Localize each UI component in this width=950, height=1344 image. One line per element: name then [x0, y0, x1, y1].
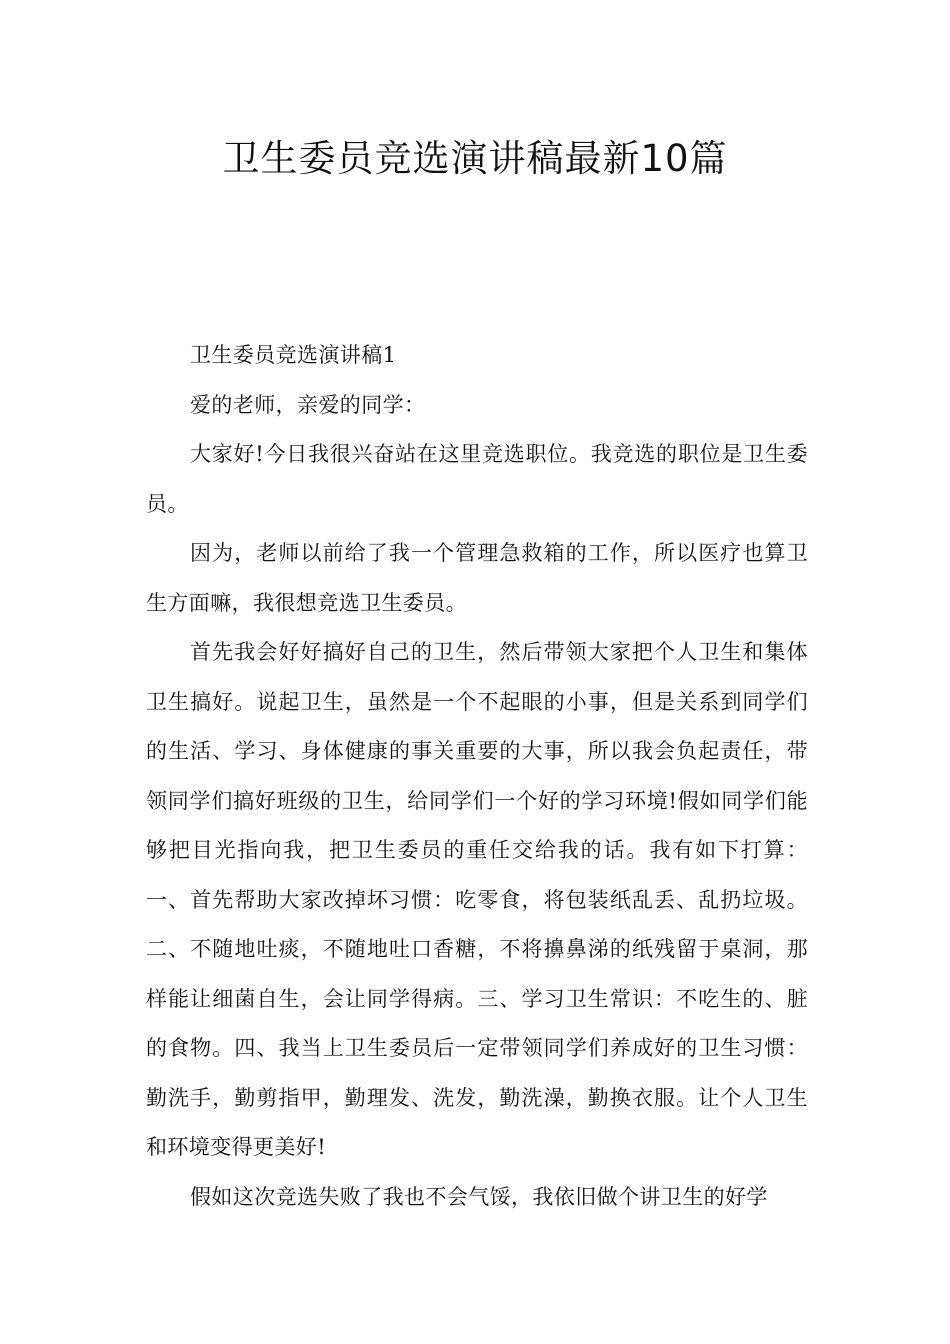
body-paragraph: 假如这次竞选失败了我也不会气馁，我依旧做个讲卫生的好学: [190, 1184, 768, 1209]
salutation-paragraph: 爱的老师，亲爱的同学：: [190, 392, 426, 417]
document-body: [146, 331, 808, 1222]
body-paragraph: 首先我会好好搞好自己的卫生，然后带领大家把个人卫生和集体卫生搞好。说起卫生，虽然是一个不起眼的小事，但是关系到同学们的生活、学习、身体健康的事关重要的大事，所以我会负起责任，带领同学们搞好班级的卫生，给同学们一个好的学习环境!假如同学们能够把目光指向我，把卫生委员的重任交给我的话。我有如下打算：一、首先帮助大家改掉坏习惯：吃零食，将包装纸乱丢、乱扔垃圾。二、不随地吐痰，不随地吐口香糖，不将擤鼻涕的纸残留于桌洞，那样能让细菌自生，会让同学得病。三、学习卫生常识：不吃生的、脏的食物。四、我当上卫生委员后一定带领同学们养成好的卫生习惯：勤洗手，勤剪指甲，勤理发、洗发，勤洗澡，勤换衣服。让个人卫生和环境变得更美好!: [146, 640, 808, 1159]
document-title: 卫生委员竞选演讲稿最新10篇: [222, 137, 728, 180]
body-paragraph: 大家好!今日我很兴奋站在这里竞选职位。我竞选的职位是卫生委员。: [146, 442, 808, 516]
body-paragraph: 因为，老师以前给了我一个管理急救箱的工作，所以医疗也算卫生方面嘛，我很想竞选卫生委员。: [146, 541, 808, 615]
section-heading: 卫生委员竞选演讲稿1: [190, 343, 397, 367]
